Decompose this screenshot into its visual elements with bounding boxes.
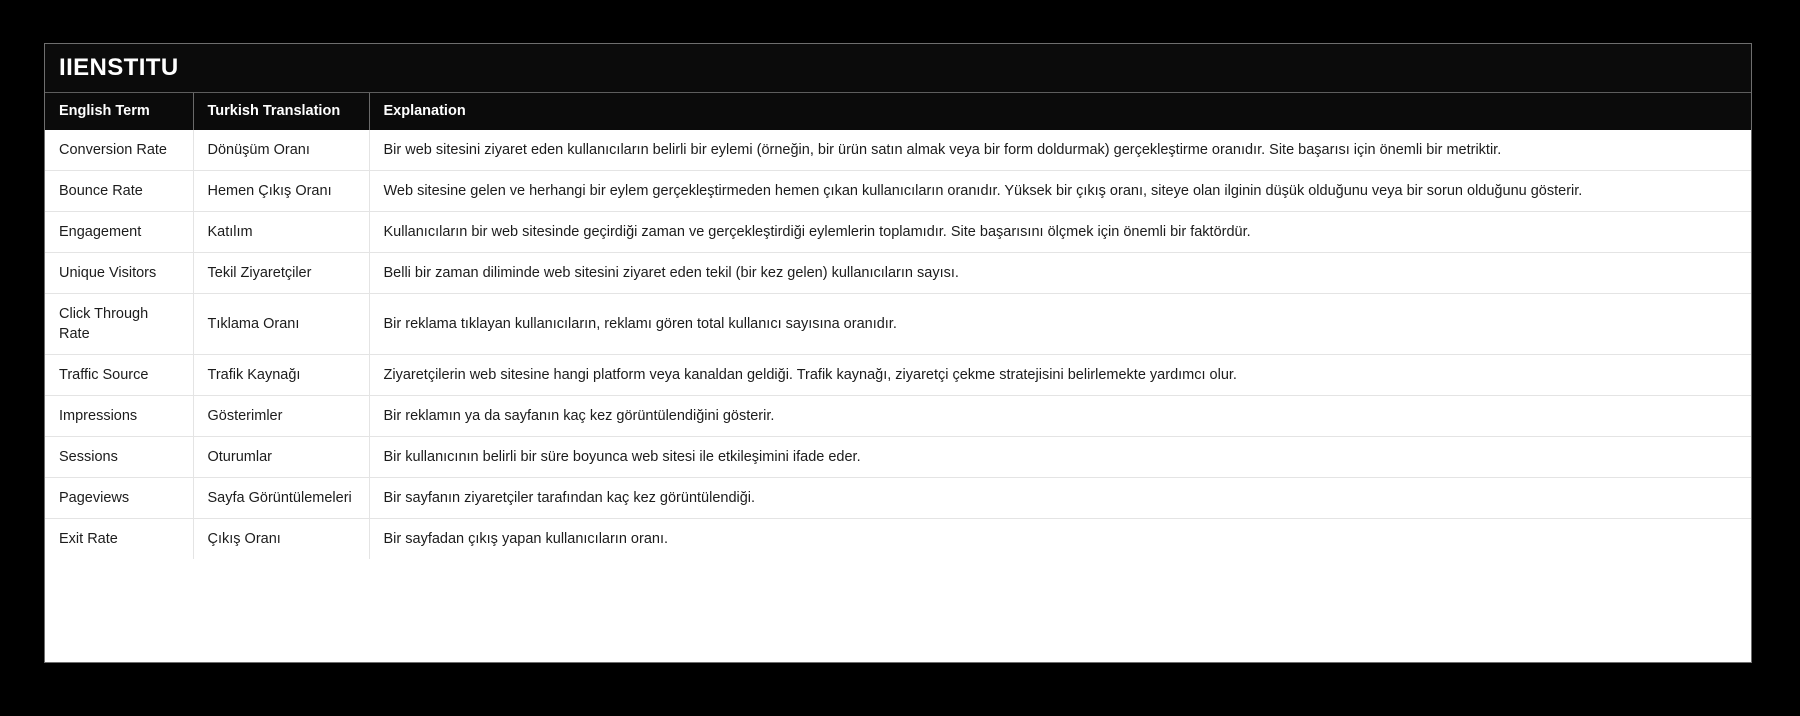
glossary-table xyxy=(45,93,1751,559)
cell-turkish-translation: Tıklama Oranı xyxy=(193,294,369,355)
cell-english-term: Exit Rate xyxy=(45,519,193,560)
table-row xyxy=(45,130,1751,171)
cell-explanation: Bir sayfadan çıkış yapan kullanıcıların oranı. xyxy=(383,531,669,547)
column-header-english-term[interactable]: English Term xyxy=(45,93,193,130)
cell-turkish-translation: Katılım xyxy=(193,212,369,253)
cell-english-term: Engagement xyxy=(45,212,193,253)
brand-logo: IIENSTITU xyxy=(59,54,179,81)
cell-turkish-translation: Gösterimler xyxy=(193,396,369,437)
table-header-row xyxy=(45,93,1751,130)
cell-explanation: Bir web sitesini ziyaret eden kullanıcıların belirli bir eylemi (örneğin, bir ürün satın almak veya bir form doldurmak) gerçekleştirme oranıdır. Site başarısı için önemli bir metriktir. xyxy=(369,130,1751,171)
cell-explanation: Belli bir zaman diliminde web sitesini ziyaret eden tekil (bir kez gelen) kullanıcıların sayısı. xyxy=(369,253,1751,294)
table-row xyxy=(45,171,1751,212)
table-row xyxy=(45,519,1751,560)
column-header-turkish-translation[interactable]: Turkish Translation xyxy=(193,93,369,130)
cell-turkish-translation: Çıkış Oranı xyxy=(193,519,369,560)
table-row xyxy=(45,212,1751,253)
cell-english-term: Click Through Rate xyxy=(45,294,193,355)
cell-english-term: Unique Visitors xyxy=(45,253,193,294)
cell-english-term: Traffic Source xyxy=(45,355,193,396)
cell-explanation: Bir reklamın ya da sayfanın kaç kez görüntülendiğini gösterir. xyxy=(369,396,1751,437)
cell-explanation: Bir sayfanın ziyaretçiler tarafından kaç kez görüntülendiği. xyxy=(369,478,1751,519)
cell-turkish-translation: Tekil Ziyaretçiler xyxy=(193,253,369,294)
cell-english-term: Impressions xyxy=(45,396,193,437)
cell-english-term: Pageviews xyxy=(45,478,193,519)
cell-turkish-translation: Hemen Çıkış Oranı xyxy=(193,171,369,212)
cell-explanation: Bir kullanıcının belirli bir süre boyunca web sitesi ile etkileşimini ifade eder. xyxy=(369,437,1751,478)
table-row xyxy=(45,253,1751,294)
cell-explanation: Ziyaretçilerin web sitesine hangi platform veya kanaldan geldiği. Trafik kaynağı, ziyaretçi çekme stratejisini belirlemekte yardımcı olur. xyxy=(369,355,1751,396)
cell-explanation: Kullanıcıların bir web sitesinde geçirdiği zaman ve gerçekleştirdiği eylemlerin toplamıdır. Site başarısını ölçmek için önemli bir faktördür. xyxy=(369,212,1751,253)
table-row xyxy=(45,437,1751,478)
table-row xyxy=(45,396,1751,437)
table-header xyxy=(45,93,1751,130)
table-body xyxy=(45,130,1751,559)
cell-english-term: Bounce Rate xyxy=(45,171,193,212)
cell-turkish-translation: Dönüşüm Oranı xyxy=(193,130,369,171)
table-row xyxy=(45,355,1751,396)
cell-english-term: Sessions xyxy=(45,437,193,478)
cell-turkish-translation: Sayfa Görüntülemeleri xyxy=(193,478,369,519)
table-row xyxy=(45,294,1751,355)
cell-english-term: Conversion Rate xyxy=(45,130,193,171)
table-row xyxy=(45,478,1751,519)
cell-explanation: Web sitesine gelen ve herhangi bir eylem gerçekleştirmeden hemen çıkan kullanıcıların oranıdır. Yüksek bir çıkış oranı, siteye olan ilginin düşük olduğunu veya bir sorun olduğunu gösterir. xyxy=(369,171,1751,212)
cell-turkish-translation: Trafik Kaynağı xyxy=(193,355,369,396)
column-header-explanation[interactable]: Explanation xyxy=(383,103,466,119)
brand-bar xyxy=(45,44,1751,93)
glossary-card xyxy=(44,43,1752,663)
cell-explanation: Bir reklama tıklayan kullanıcıların, reklamı gören total kullanıcı sayısına oranıdır. xyxy=(369,294,1751,355)
cell-turkish-translation: Oturumlar xyxy=(193,437,369,478)
